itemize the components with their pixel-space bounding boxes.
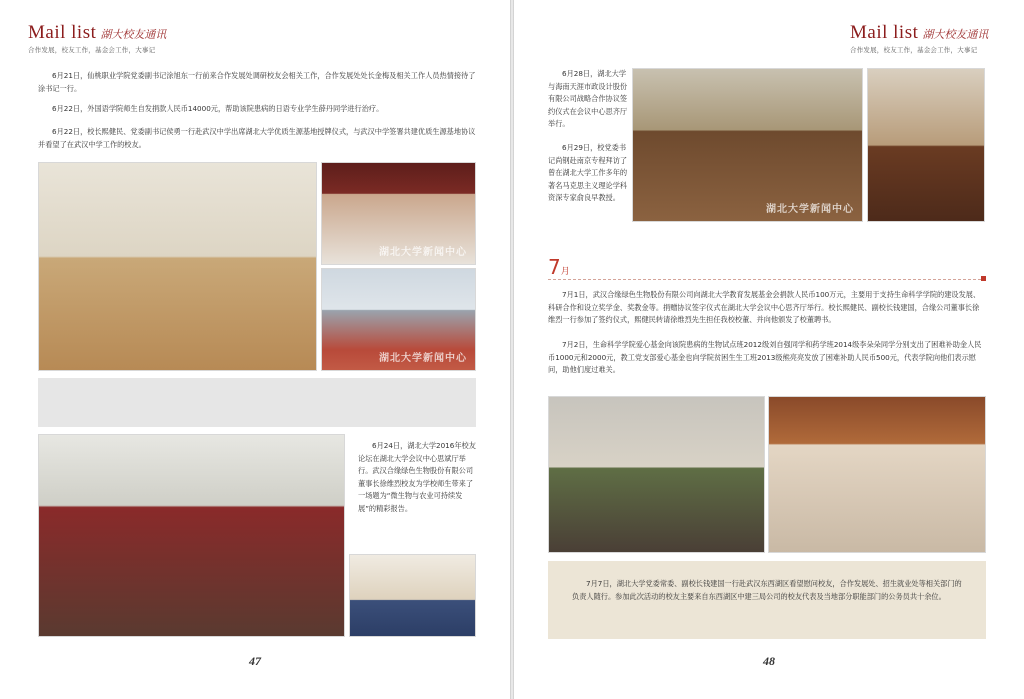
photo-forum-speaker <box>349 554 476 637</box>
page-header <box>28 22 166 54</box>
paragraph-0628: 6月28日，湖北大学与海南天涯市政设计股份有限公司战略合作协议签约仪式在会议中心思齐厅举行。 <box>548 69 628 128</box>
paragraph-0701: 7月1日，武汉合缘绿色生物股份有限公司向湖北大学教育发展基金会捐款人民币100万元，主要用于支持生命科学学院的建设发展、科研合作和设立奖学金、奖教金等。捐赠协议签字仪式在湖北大学会议中心思齐厅举行。校长熙健民、副校长钱建国，合缘公司董事长徐维烈一行参加了签约仪式，熙健民转请徐维烈先生担任我校校董、并向他颁发了校董聘书。 <box>548 290 981 324</box>
month-divider-dot <box>981 276 986 281</box>
brand-subtitle: 合作发展，校友工作，基金会工作，大事记 <box>850 46 978 54</box>
paragraph-0622-donation: 6月22日，外国语学院师生自发捐款人民币14000元，帮助该院患病的日语专业学生薛丹同学进行治疗。 <box>52 104 384 113</box>
month-number: 7 <box>548 255 561 279</box>
photo-signing-ceremony <box>632 68 863 222</box>
photo-visit-gift <box>867 68 985 222</box>
photo-watermark: 湖北大学新闻中心 <box>379 247 467 258</box>
paragraph-0621: 6月21日，仙桃职业学院党委副书记涂旭东一行前来合作发展处调研校友会相关工作，合作发展处处长金梅及相关工作人员热情接待了涂书记一行。 <box>38 71 476 93</box>
photo-forum-hall <box>38 434 345 637</box>
photo-plaque-ceremony <box>321 162 476 265</box>
photo-conference-room <box>768 396 986 553</box>
note-box-0707 <box>548 561 986 639</box>
brand-name-en: Mail list <box>850 22 919 43</box>
brand-name-cn: 湖大校友通讯 <box>100 28 167 41</box>
month-divider <box>548 279 986 280</box>
photo-office-visit <box>38 162 317 371</box>
photo-watermark: 湖北大学新闻中心 <box>379 353 467 364</box>
paragraph-0624-forum: 6月24日，湖北大学2016年校友论坛在湖北大学会议中心思斌厅举行。武汉合缘绿色生物股份有限公司董事长徐维烈校友为学校师生带来了一场题为“微生物与农业可持续发展”的精彩报告。 <box>358 441 476 513</box>
paragraph-0707: 7月7日，湖北大学党委常委、副校长钱建国一行赴武汉东西湖区看望慰问校友，合作发展处、招生就业处等相关部门的负责人随行。参加此次活动的校友主要来自东西湖区中建三局公司的校友代表及当地部分职能部门的公务员共十余位。 <box>572 579 962 601</box>
paragraph-0702: 7月2日，生命科学学院爱心基金向该院患病的生物试点班2012级刘自强同学和药学班2014级李朵朵同学分别支出了困难补助金人民币1000元和2000元，教工党支部爱心基金也向学院贫困生生工班2013级熊亮亮发放了困难补助人民币500元，代表学院向他们表示慰问，助他们度过难关。 <box>548 340 982 374</box>
left-page <box>0 0 510 699</box>
grey-band <box>38 378 476 427</box>
brand-name-cn: 湖大校友通讯 <box>922 28 989 41</box>
photo-evening-group <box>548 396 765 553</box>
photo-watermark: 湖北大学新闻中心 <box>766 204 854 215</box>
photo-group-outdoor <box>321 268 476 371</box>
month-suffix: 月 <box>560 267 570 277</box>
page-header <box>850 22 988 54</box>
brand-name-en: Mail list <box>28 22 97 43</box>
paragraph-0622-base: 6月22日，校长熙健民、党委副书记侯勇一行赴武汉中学出席湖北大学优质生源基地授牌仪式，与武汉中学签署共建优质生源基地协议并看望了在武汉中学工作的校友。 <box>38 127 476 149</box>
page-number: 47 <box>249 654 261 668</box>
paragraph-0629: 6月29日，校党委书记尚钢赴南京专程拜访了曾在湖北大学工作多年的著名马克思主义理论学科资深专家俞良早教授。 <box>548 143 628 202</box>
brand-subtitle: 合作发展，校友工作，基金会工作，大事记 <box>28 46 156 54</box>
page-number: 48 <box>763 654 775 668</box>
month-heading <box>548 255 570 279</box>
